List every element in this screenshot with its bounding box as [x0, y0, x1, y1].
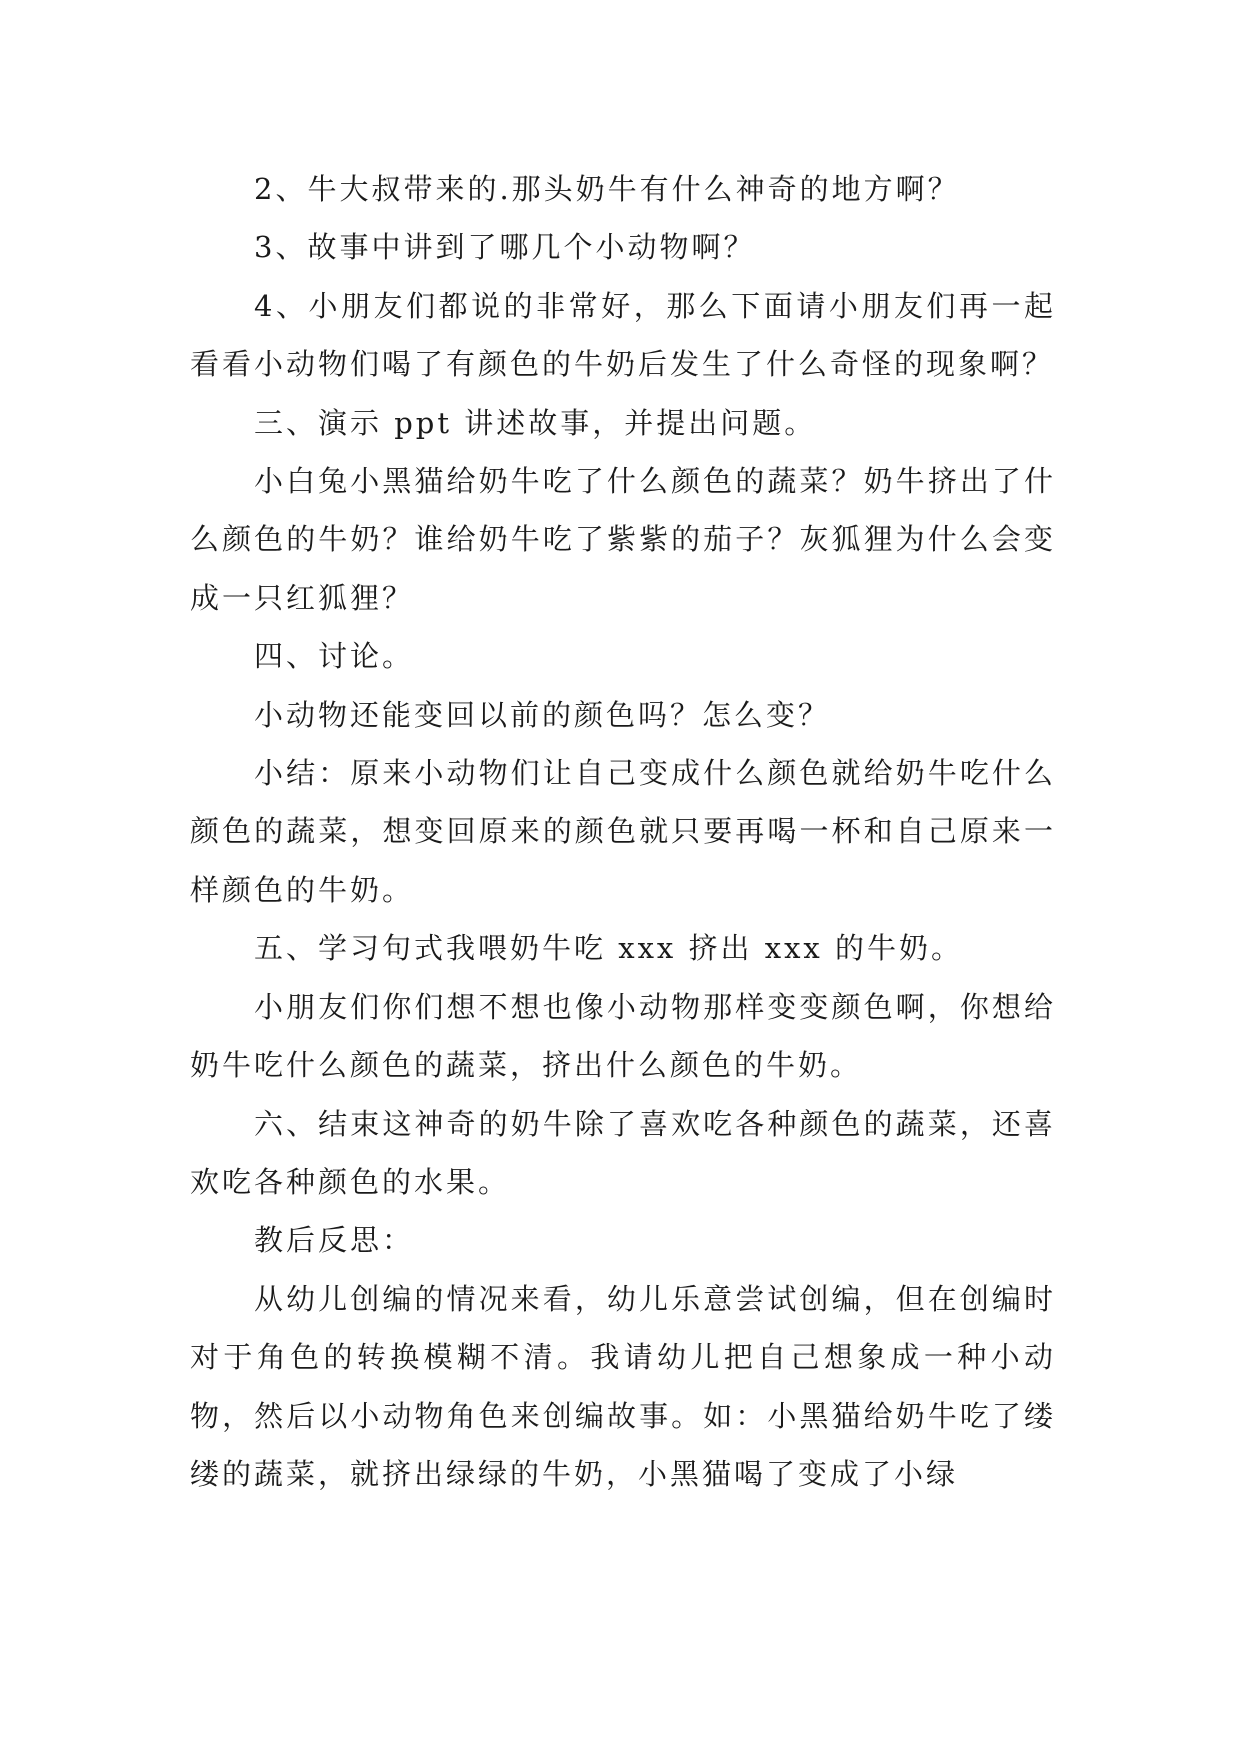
paragraph-sentence-practice: 小朋友们你们想不想也像小动物那样变变颜色啊，你想给奶牛吃什么颜色的蔬菜，挤出什么颜色的牛奶。 [190, 989, 1056, 1083]
paragraph-story-questions: 小白兔小黑猫给奶牛吃了什么颜色的蔬菜？奶牛挤出了什么颜色的牛奶？谁给奶牛吃了紫紫的茄子？灰狐狸为什么会变成一只红狐狸？ [190, 464, 1056, 615]
paragraph-question-4: 4、小朋友们都说的非常好，那么下面请小朋友们再一起看看小动物们喝了有颜色的牛奶后发生了什么奇怪的现象啊？ [190, 288, 1056, 382]
section-heading-6: 六、结束这神奇的奶牛除了喜欢吃各种颜色的蔬菜，还喜欢吃各种颜色的水果。 [190, 1106, 1056, 1199]
section-heading-3: 三、演示 ppt 讲述故事，并提出问题。 [254, 405, 817, 440]
section-heading-5: 五、学习句式我喂奶牛吃 xxx 挤出 xxx 的牛奶。 [254, 931, 964, 966]
paragraph-discussion: 小动物还能变回以前的颜色吗？怎么变？ [254, 697, 831, 732]
paragraph-reflection: 从幼儿创编的情况来看，幼儿乐意尝试创编，但在创编时对于角色的转换模糊不清。我请幼儿把自己想象成一种小动物，然后以小动物角色来创编故事。如：小黑猫给奶牛吃了缕缕的蔬菜，就挤出绿绿的牛奶，小黑猫喝了变成了小绿 [190, 1281, 1056, 1491]
section-heading-4: 四、讨论。 [254, 639, 415, 674]
paragraph-question-2: 2、牛大叔带来的.那头奶牛有什么神奇的地方啊？ [254, 172, 960, 206]
paragraph-summary: 小结：原来小动物们让自己变成什么颜色就给奶牛吃什么颜色的蔬菜，想变回原来的颜色就只要再喝一杯和自己原来一样颜色的牛奶。 [190, 756, 1056, 907]
reflection-heading: 教后反思： [254, 1223, 415, 1258]
document-body [190, 160, 1056, 1503]
paragraph-question-3: 3、故事中讲到了哪几个小动物啊？ [254, 230, 756, 265]
